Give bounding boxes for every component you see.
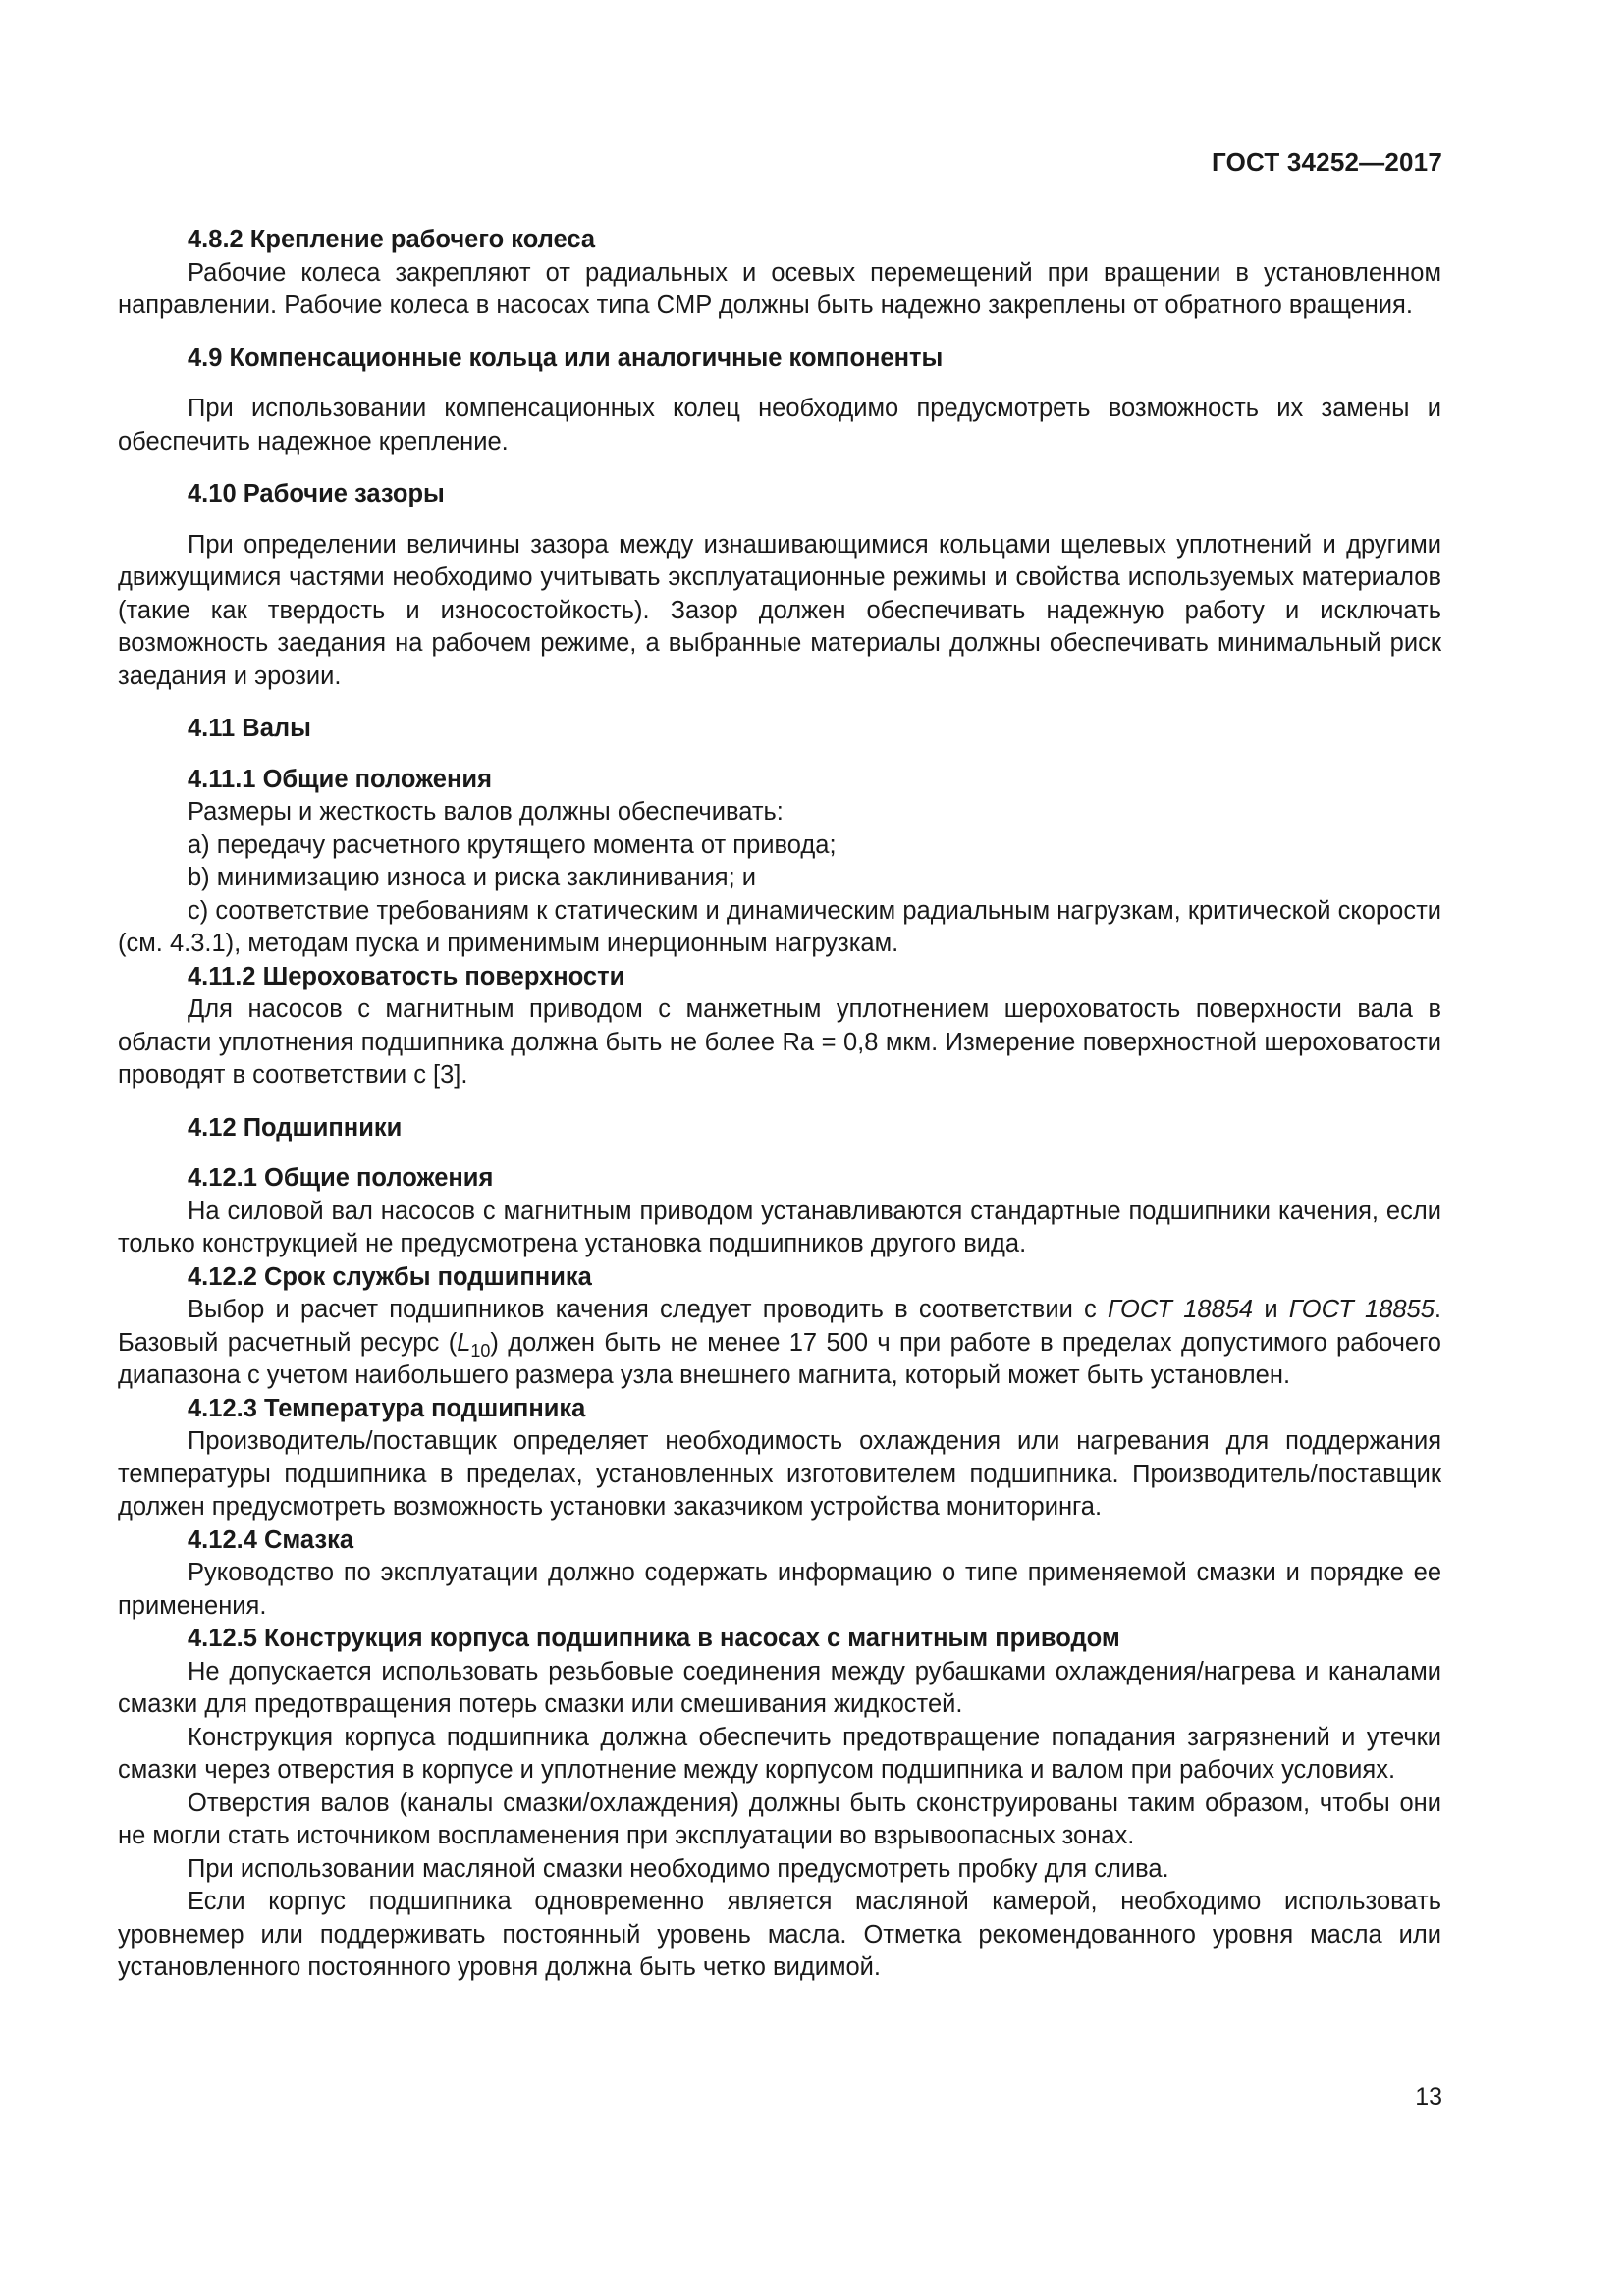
standard-reference: ГОСТ 18854 xyxy=(1108,1296,1254,1323)
heading-4-12-1: 4.12.1 Общие положения xyxy=(188,1164,494,1192)
paragraph xyxy=(118,1294,1441,1393)
paragraph: Не допускается использовать резьбовые соединения между рубашками охлаждения/нагрева и каналами смазки для предотвращения потерь смазки или смешивания жидкостей. xyxy=(118,1657,1441,1718)
paragraph: При использовании компенсационных колец необходимо предусмотреть возможность их замены и обеспечить надежное крепление. xyxy=(118,395,1441,455)
text-run: Выбор и расчет подшипников качения следует проводить в соответствии с xyxy=(188,1296,1108,1323)
page-body xyxy=(118,224,1441,1985)
list-item-c: c) соответствие требованиям к статическим и динамическим радиальным нагрузкам, критической скорости (см. 4.3.1), методам пуска и применимым инерционным нагрузкам. xyxy=(118,896,1441,957)
symbol-subscript: 10 xyxy=(470,1340,491,1361)
heading-4-12-2: 4.12.2 Срок службы подшипника xyxy=(188,1262,592,1291)
heading-4-11: 4.11 Валы xyxy=(188,715,311,742)
heading-4-12-5: 4.12.5 Конструкция корпуса подшипника в насосах с магнитным приводом xyxy=(188,1625,1120,1652)
paragraph: Размеры и жесткость валов должны обеспечивать: xyxy=(188,798,784,826)
heading-4-12-4: 4.12.4 Смазка xyxy=(188,1525,354,1554)
heading-4-12: 4.12 Подшипники xyxy=(188,1113,403,1142)
heading-4-12-3: 4.12.3 Температура подшипника xyxy=(188,1394,586,1422)
text-run: ) должен быть не менее 17 500 ч при работе в пределах допустимого рабочего диапазона с учетом наибольшего размера узла внешнего магнита, который может быть установлен. xyxy=(118,1328,1441,1389)
heading-4-10: 4.10 Рабочие зазоры xyxy=(188,480,445,507)
list-item-b: b) минимизацию износа и риска заклинивания; и xyxy=(188,864,757,891)
paragraph: При использовании масляной смазки необходимо предусмотреть пробку для слива. xyxy=(188,1854,1169,1883)
heading-4-8-2: 4.8.2 Крепление рабочего колеса xyxy=(188,226,596,253)
paragraph: Отверстия валов (каналы смазки/охлаждения) должны быть сконструированы таким образом, чтобы они не могли стать источником воспламенения при эксплуатации во взрывоопасных зонах. xyxy=(118,1789,1441,1849)
list-item-a: a) передачу расчетного крутящего момента от привода; xyxy=(188,830,837,859)
paragraph: На силовой вал насосов с магнитным приводом устанавливаются стандартные подшипники качения, если только конструкцией не предусмотрена установка подшипников другого вида. xyxy=(118,1197,1441,1257)
page-number: 13 xyxy=(1415,2083,1442,2110)
document-header: ГОСТ 34252—2017 xyxy=(1212,147,1442,177)
standard-reference: ГОСТ 18855 xyxy=(1288,1296,1435,1323)
text-run: . Базовый расчетный ресурс ( xyxy=(118,1296,1441,1357)
paragraph: Руководство по эксплуатации должно содержать информацию о типе применяемой смазки и порядке ее применения. xyxy=(118,1559,1441,1620)
heading-4-11-1: 4.11.1 Общие положения xyxy=(188,765,492,793)
text-run: и xyxy=(1253,1296,1289,1323)
symbol-L: L xyxy=(457,1328,471,1357)
paragraph: Для насосов с магнитным приводом с манжетным уплотнением шероховатость поверхности вала в области уплотнения подшипника должна быть не более Ra = 0,8 мкм. Измерение поверхностной шероховатости проводят в соответствии с [3]. xyxy=(118,995,1441,1089)
paragraph: Если корпус подшипника одновременно является масляной камерой, необходимо использовать уровнемер или поддерживать постоянный уровень масла. Отметка рекомендованного уровня масла или установленного постоянного уровня должна быть четко видимой. xyxy=(118,1888,1441,1981)
paragraph: Рабочие колеса закрепляют от радиальных и осевых перемещений при вращении в установленном направлении. Рабочие колеса в насосах типа CMP должны быть надежно закреплены от обратного вращения. xyxy=(118,258,1441,319)
heading-4-11-2: 4.11.2 Шероховатость поверхности xyxy=(188,962,625,990)
paragraph: Конструкция корпуса подшипника должна обеспечить предотвращение попадания загрязнений и утечки смазки через отверстия в корпусе и уплотнение между корпусом подшипника и валом при рабочих условиях. xyxy=(118,1723,1441,1784)
paragraph: Производитель/поставщик определяет необходимость охлаждения или нагревания для поддержания температуры подшипника в пределах, установленных изготовителем подшипника. Производитель/поставщик должен предусмотреть возможность установки заказчиком устройства мониторинга. xyxy=(118,1427,1441,1521)
paragraph: При определении величины зазора между изнашивающимися кольцами щелевых уплотнений и другими движущимися частями необходимо учитывать эксплуатационные режимы и свойства используемых материалов (такие как твердость и износостойкость). Зазор должен обеспечивать надежную работу и исключать возможность заедания на рабочем режиме, а выбранные материалы должны обеспечивать минимальный риск заедания и эрозии. xyxy=(118,530,1441,690)
heading-4-9: 4.9 Компенсационные кольца или аналогичные компоненты xyxy=(188,344,944,372)
